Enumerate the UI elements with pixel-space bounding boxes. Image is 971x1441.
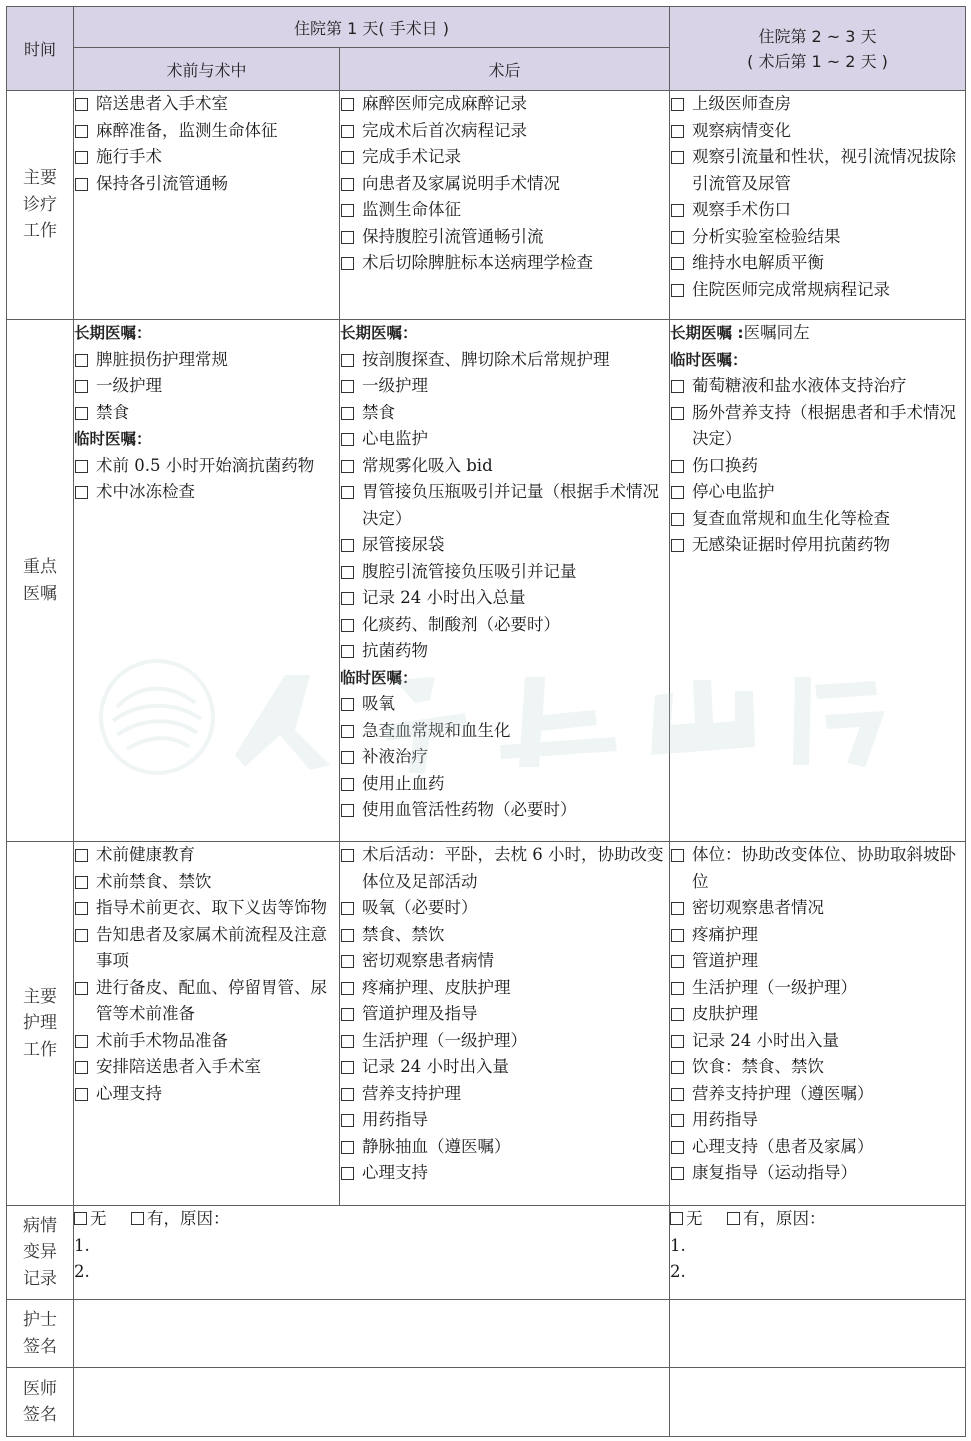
long-term-orders-title: [670, 320, 965, 347]
checklist-item[interactable]: 无感染证据时停用抗菌药物: [670, 532, 965, 559]
variation-yes-checkbox[interactable]: [727, 1212, 740, 1225]
header-pre-intra-op: 术前与术中: [74, 48, 340, 91]
row-label-line: 主要: [23, 168, 57, 189]
checklist-item[interactable]: 术前禁食、禁饮: [74, 869, 339, 896]
row-label-line: 变异: [23, 1242, 57, 1263]
row-label-orders: [7, 320, 74, 842]
header-post-op: 术后: [340, 48, 670, 91]
checklist-item[interactable]: 安排陪送患者入手术室: [74, 1054, 339, 1081]
row-label-doctor-signature: [7, 1368, 74, 1437]
row-label-line: 签名: [23, 1336, 57, 1357]
nursing-post-cell: [340, 842, 670, 1206]
checklist-item[interactable]: 心理支持: [74, 1081, 339, 1108]
checklist-item[interactable]: 禁食: [74, 400, 339, 427]
checklist-item[interactable]: 术前 0.5 小时开始滴抗菌药物: [74, 453, 339, 480]
long-term-orders-title: 长期医嘱：: [340, 324, 418, 342]
checklist-item[interactable]: 分析实验室检验结果: [670, 224, 965, 251]
checklist-item[interactable]: 尿管接尿袋: [340, 532, 669, 559]
checklist-item[interactable]: 脾脏损伤护理常规: [74, 347, 339, 374]
row-label-line: 诊疗: [23, 194, 57, 215]
checklist-item[interactable]: 化痰药、制酸剂（必要时）: [340, 612, 669, 639]
nursing-pre-cell: [74, 842, 340, 1206]
diagnosis-pre-cell: [74, 91, 340, 320]
nurse-signature-day1-field[interactable]: [74, 1300, 670, 1368]
checklist-item[interactable]: 使用血管活性药物（必要时）: [340, 797, 669, 824]
checklist-item[interactable]: 常规雾化吸入 bid: [340, 453, 669, 480]
checklist-item[interactable]: 麻醉准备，监测生命体征: [74, 118, 339, 145]
row-label-line: 医师: [23, 1378, 57, 1399]
row-label-line: 重点: [23, 557, 57, 577]
checklist-item[interactable]: 心理支持: [340, 1160, 669, 1187]
row-label-nursing: [7, 842, 74, 1206]
variation-reason-1[interactable]: 1.: [74, 1235, 90, 1255]
checklist-item[interactable]: 急查血常规和血生化: [340, 718, 669, 745]
checklist-item[interactable]: 进行备皮、配血、停留胃管、尿管等术前准备: [74, 975, 339, 1028]
header-time: 时间: [7, 7, 74, 91]
variation-no-checkbox[interactable]: [670, 1212, 683, 1225]
checklist-item[interactable]: 指导术前更衣、取下义齿等饰物: [74, 895, 339, 922]
row-label-nurse-signature: [7, 1300, 74, 1368]
checklist-item[interactable]: 向患者及家属说明手术情况: [340, 171, 669, 198]
checklist-item[interactable]: 吸氧: [340, 691, 669, 718]
variation-options: [670, 1206, 965, 1233]
checklist-item[interactable]: 复查血常规和血生化等检查: [670, 506, 965, 533]
checklist-item[interactable]: 停心电监护: [670, 479, 965, 506]
row-label-line: 护理: [23, 1013, 57, 1034]
diagnosis-post-cell: [340, 91, 670, 320]
orders-pre-cell: [74, 320, 340, 842]
checklist-item[interactable]: 术中冰冻检查: [74, 479, 339, 506]
row-label-line: 记录: [23, 1268, 57, 1289]
checklist-item[interactable]: 生活护理（一级护理）: [670, 975, 965, 1002]
nursing-day23-cell: [670, 842, 966, 1206]
variation-yes-label: 有，原因：: [147, 1209, 230, 1228]
checklist-item[interactable]: 心电监护: [340, 426, 669, 453]
checklist-item[interactable]: 体位：协助改变体位、协助取斜坡卧位: [670, 842, 965, 895]
checklist-item[interactable]: 使用止血药: [340, 771, 669, 798]
checklist-item[interactable]: 饮食：禁食、禁饮: [670, 1054, 965, 1081]
checklist-item[interactable]: 腹腔引流管接负压吸引并记量: [340, 559, 669, 586]
variation-reason-1[interactable]: 1.: [670, 1235, 686, 1255]
variation-options: [74, 1206, 669, 1233]
checklist-item[interactable]: 抗菌药物: [340, 638, 669, 665]
checklist-item[interactable]: 观察病情变化: [670, 118, 965, 145]
checklist-item[interactable]: 一级护理: [340, 373, 669, 400]
checklist-item[interactable]: 监测生命体征: [340, 197, 669, 224]
checklist-item[interactable]: 保持腹腔引流管通畅引流: [340, 224, 669, 251]
checklist-item[interactable]: 生活护理（一级护理）: [340, 1028, 669, 1055]
header-day23-line2: ( 术后第 1 ~ 2 天 ): [747, 51, 888, 71]
checklist-item[interactable]: 麻醉医师完成麻醉记录: [340, 91, 669, 118]
checklist-item[interactable]: 胃管接负压瓶吸引并记量（根据手术情况决定）: [340, 479, 669, 532]
orders-post-cell: [340, 320, 670, 842]
checklist-item[interactable]: 密切观察患者病情: [340, 948, 669, 975]
checklist-item[interactable]: 密切观察患者情况: [670, 895, 965, 922]
checklist-item[interactable]: 康复指导（运动指导）: [670, 1160, 965, 1187]
checklist-item[interactable]: 按剖腹探查、脾切除术后常规护理: [340, 347, 669, 374]
variation-no-checkbox[interactable]: [74, 1212, 87, 1225]
long-term-orders-label: 长期医嘱 :: [670, 324, 744, 342]
row-label-line: 工作: [23, 1039, 57, 1060]
checklist-item[interactable]: 葡萄糖液和盐水液体支持治疗: [670, 373, 965, 400]
temporary-orders-title: 临时医嘱：: [340, 668, 418, 687]
variation-day1-cell: [74, 1206, 670, 1300]
variation-yes-checkbox[interactable]: [131, 1212, 144, 1225]
checklist-item[interactable]: 记录 24 小时出入量: [340, 1054, 669, 1081]
checklist-item[interactable]: 营养支持护理: [340, 1081, 669, 1108]
checklist-item[interactable]: 术后切除脾脏标本送病理学检查: [340, 250, 669, 277]
variation-no-label: 无: [686, 1209, 703, 1228]
checklist-item[interactable]: 禁食: [340, 400, 669, 427]
checklist-item[interactable]: 疼痛护理、皮肤护理: [340, 975, 669, 1002]
checklist-item[interactable]: 补液治疗: [340, 744, 669, 771]
checklist-item[interactable]: 疼痛护理: [670, 922, 965, 949]
clinical-pathway-table: [6, 6, 966, 1437]
checklist-item[interactable]: 伤口换药: [670, 453, 965, 480]
checklist-item[interactable]: 用药指导: [340, 1107, 669, 1134]
row-label-line: 主要: [23, 986, 57, 1007]
checklist-item[interactable]: 一级护理: [74, 373, 339, 400]
row-label-line: 病情: [23, 1215, 57, 1236]
checklist-item[interactable]: 术前手术物品准备: [74, 1028, 339, 1055]
checklist-item[interactable]: 管道护理及指导: [340, 1001, 669, 1028]
checklist-item[interactable]: 术前健康教育: [74, 842, 339, 869]
long-term-orders-text: 医嘱同左: [743, 323, 810, 342]
checklist-item[interactable]: 肠外营养支持（根据患者和手术情况决定）: [670, 400, 965, 453]
checklist-item[interactable]: 陪送患者入手术室: [74, 91, 339, 118]
checklist-item[interactable]: 静脉抽血（遵医嘱）: [340, 1134, 669, 1161]
row-label-line: 工作: [23, 221, 57, 242]
row-label-diagnosis: [7, 91, 74, 320]
temporary-orders-title: 临时医嘱：: [670, 350, 748, 369]
row-label-line: 护士: [23, 1310, 57, 1330]
checklist-item[interactable]: 营养支持护理（遵医嘱）: [670, 1081, 965, 1108]
doctor-signature-day23-field[interactable]: [670, 1368, 966, 1437]
checklist-item[interactable]: 观察引流量和性状，视引流情况拔除引流管及尿管: [670, 144, 965, 197]
variation-no-label: 无: [90, 1209, 107, 1228]
checklist-item[interactable]: 皮肤护理: [670, 1001, 965, 1028]
row-label-variation: [7, 1206, 74, 1300]
variation-day23-cell: [670, 1206, 966, 1300]
row-label-line: 医嘱: [23, 583, 57, 604]
checklist-item[interactable]: 维持水电解质平衡: [670, 250, 965, 277]
checklist-item[interactable]: 术后活动：平卧，去枕 6 小时，协助改变体位及足部活动: [340, 842, 669, 895]
checklist-item[interactable]: 管道护理: [670, 948, 965, 975]
checklist-item[interactable]: 吸氧（必要时）: [340, 895, 669, 922]
checklist-item[interactable]: 保持各引流管通畅: [74, 171, 339, 198]
checklist-item[interactable]: 完成手术记录: [340, 144, 669, 171]
variation-yes-label: 有，原因：: [743, 1209, 826, 1228]
diagnosis-day23-cell: [670, 91, 966, 320]
checklist-item[interactable]: 禁食、禁饮: [340, 922, 669, 949]
header-day23-line1: 住院第 2 ~ 3 天: [758, 26, 877, 46]
variation-reason-2[interactable]: 2.: [670, 1262, 686, 1281]
long-term-orders-title: 长期医嘱：: [74, 324, 152, 342]
header-day23: [670, 7, 966, 91]
checklist-item[interactable]: 告知患者及家属术前流程及注意事项: [74, 922, 339, 975]
doctor-signature-day1-field[interactable]: [74, 1368, 670, 1437]
checklist-item[interactable]: 施行手术: [74, 144, 339, 171]
checklist-item[interactable]: 上级医师查房: [670, 91, 965, 118]
variation-reason-2[interactable]: 2.: [74, 1262, 90, 1281]
checklist-item[interactable]: 记录 24 小时出入总量: [340, 585, 669, 612]
checklist-item[interactable]: 观察手术伤口: [670, 197, 965, 224]
orders-day23-cell: [670, 320, 966, 842]
checklist-item[interactable]: 完成术后首次病程记录: [340, 118, 669, 145]
row-label-line: 签名: [23, 1405, 57, 1425]
checklist-item[interactable]: 用药指导: [670, 1107, 965, 1134]
nurse-signature-day23-field[interactable]: [670, 1300, 966, 1368]
header-day1: 住院第 1 天( 手术日 ): [74, 7, 670, 48]
temporary-orders-title: 临时医嘱：: [74, 430, 152, 448]
checklist-item[interactable]: 心理支持（患者及家属）: [670, 1134, 965, 1161]
checklist-item[interactable]: 记录 24 小时出入量: [670, 1028, 965, 1055]
checklist-item[interactable]: 住院医师完成常规病程记录: [670, 277, 965, 304]
